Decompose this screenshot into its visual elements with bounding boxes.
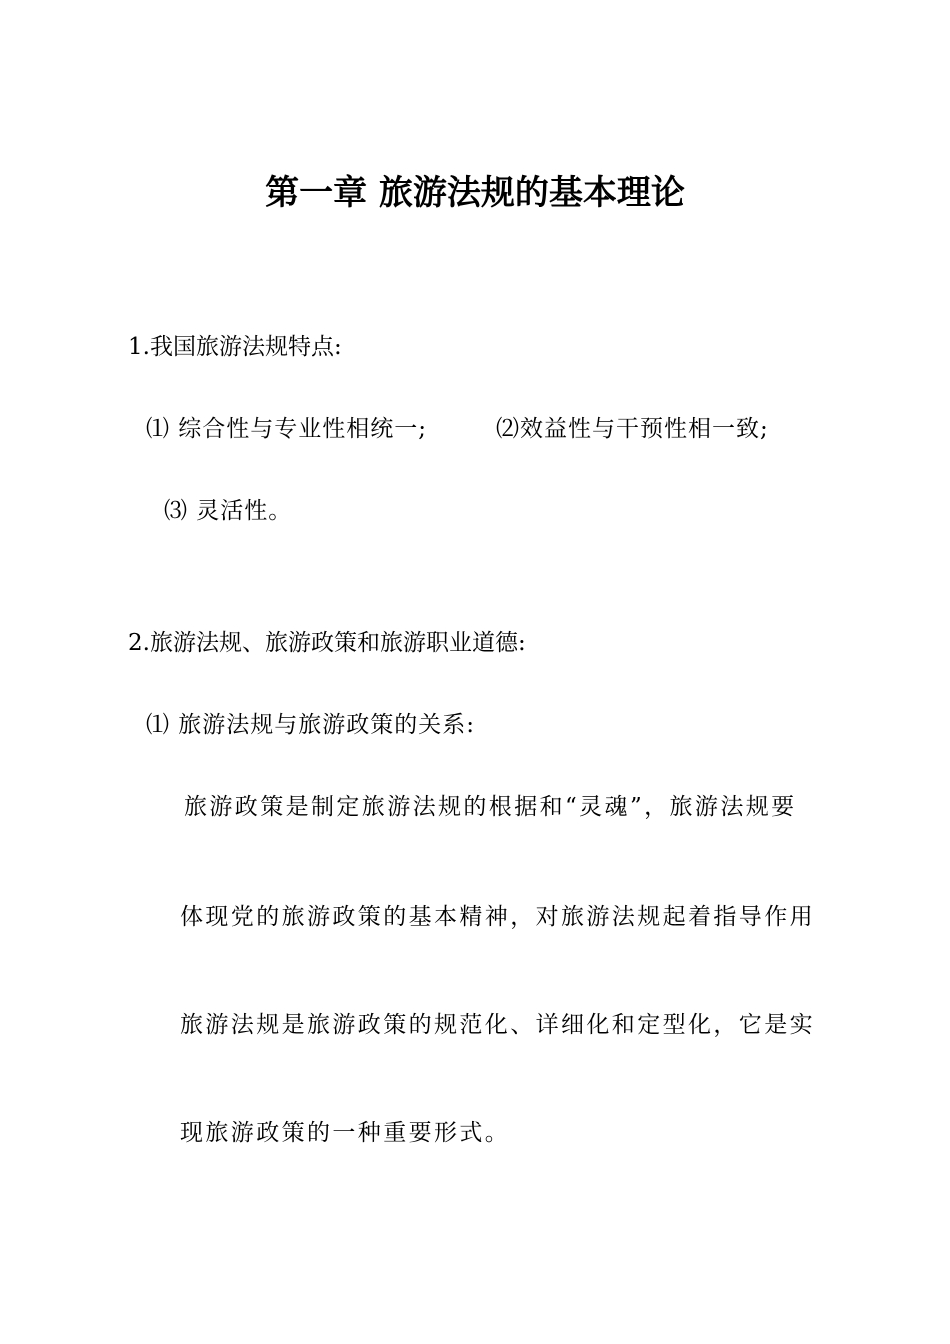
chapter-title: 第一章 旅游法规的基本理论 <box>265 173 685 213</box>
paragraph-line-1: 旅游政策是制定旅游法规的根据和“灵魂”，旅游法规要 <box>184 794 797 820</box>
section-1-item-2: ⑵效益性与干预性相一致; <box>496 416 769 442</box>
paragraph-line-3: 旅游法规是旅游政策的规范化、详细化和定型化，它是实 <box>180 1012 815 1038</box>
section-1-item-3: ⑶ 灵活性。 <box>164 498 293 524</box>
section-1-item-1: ⑴ 综合性与专业性相统一; <box>146 416 428 442</box>
paragraph-line-2: 体现党的旅游政策的基本精神，对旅游法规起着指导作用 <box>180 904 815 930</box>
section-2-heading: 2.旅游法规、旅游政策和旅游职业道德: <box>128 630 526 656</box>
section-1-heading: 1.我国旅游法规特点: <box>128 334 342 360</box>
section-2-subheading-1: ⑴ 旅游法规与旅游政策的关系: <box>146 712 476 738</box>
paragraph-line-4: 现旅游政策的一种重要形式。 <box>180 1120 511 1146</box>
